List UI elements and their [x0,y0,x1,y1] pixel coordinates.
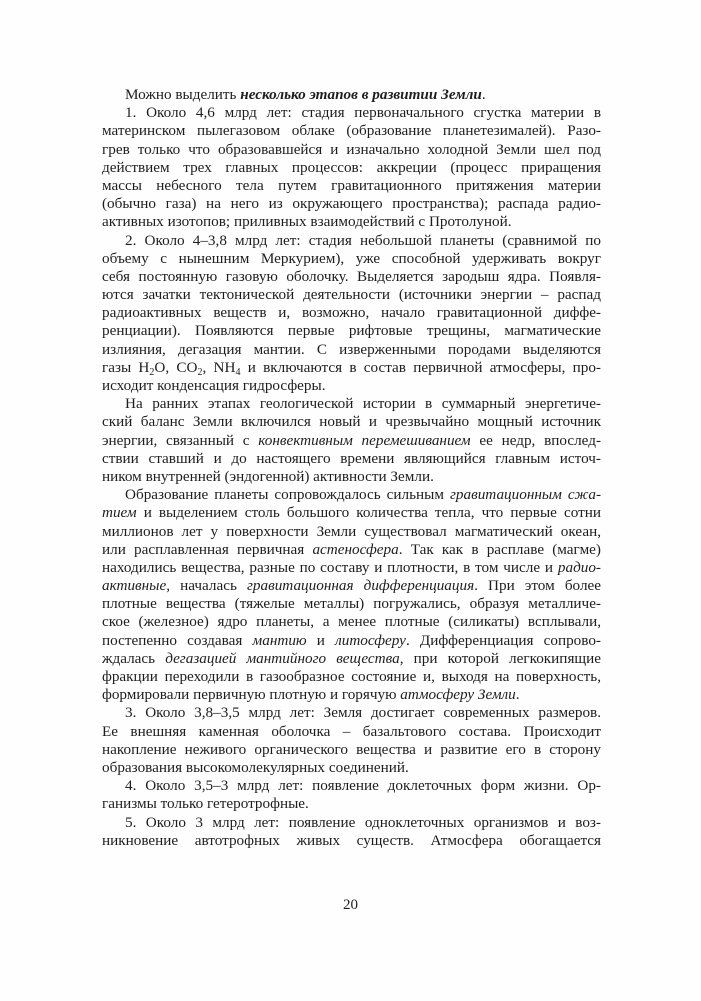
text-line [102,395,601,413]
text-segment: ганизмы только гетеротрофные. [102,795,309,813]
text-line [102,141,601,159]
text-segment: 1. Около 4,6 млрд лет: стадия первоначального сгустка материи в [125,104,601,122]
text-segment: или расплавленная первичная [102,540,313,558]
text-line [102,341,601,359]
text-segment: ренциации). Появляются первые рифтовые трещины, магматические [102,322,601,340]
text-line [102,322,601,340]
text-line [102,486,601,504]
text-segment: . При этом более [474,577,601,595]
text-line [102,377,601,395]
text-line [102,468,601,486]
text-line [102,195,601,213]
text-line [102,450,601,468]
text-segment: . [515,686,520,704]
text-segment: миллионов лет у поверхности Земли существовал магматический океан, [102,522,601,540]
text-segment: На ранних этапах геологической истории в суммарный энергетиче- [125,395,601,413]
text-line [102,559,601,577]
text-line [102,250,601,268]
text-line [102,577,601,595]
text-segment: . Дифференциация сопрово- [405,631,601,649]
text-segment: O, CO [154,358,198,376]
text-segment: ствии ставший и до настоящего времени являющийся главным источ- [102,449,601,467]
subscript: 2 [149,366,155,378]
text-line [102,723,601,741]
text-segment: образования высокомолекулярных соединений. [102,758,409,776]
text-segment: 2. Около 4–3,8 млрд лет: стадия небольшой планеты (сравнимой по [125,231,601,249]
text-segment: и [306,631,336,649]
text-line [102,613,601,631]
emphasis-text: тием [102,504,137,522]
text-segment: 5. Около 3 млрд лет: появление одноклеточных организмов и воз- [125,813,601,831]
text-line [102,304,601,322]
text-segment: фракции переходили в газообразное состояние и, выходя на поверхность, [102,668,601,685]
text-segment: , началась [166,577,247,595]
text-segment: никновение автотрофных живых существ. Атмосфера обогащается [102,831,601,849]
text-segment: объему с нынешним Меркурием), уже способной удерживать вокруг [102,249,601,267]
text-line [102,232,601,250]
text-segment: излияния, дегазация мантии. С изверженными породами выделяются [102,340,601,358]
emphasis-text: литосферу [335,631,406,649]
text-segment: Ее внешняя каменная оболочка – базальтового состава. Происходит [102,722,601,740]
text-segment: (обычно газа) на него из окружающего пространства); распада радио- [102,195,601,213]
text-segment: радиоактивных веществ и, возможно, начало гравитационной диффе- [102,304,601,322]
text-segment: ский баланс Земли включился новый и чрезвычайно мощный источник [102,413,601,431]
text-line [102,650,601,668]
text-line [102,741,601,759]
text-line [102,795,601,813]
emphasis-text: дегазацией мантийного вещества [165,649,400,667]
text-segment: , NH [202,358,236,376]
text-line [102,704,601,722]
text-segment: 4. Около 3,5–3 млрд лет: появление доклеточных форм жизни. Ор- [125,777,601,795]
text-line [102,541,601,559]
text-segment: ются зачатки тектонической деятельности (источники энергии – распад [102,286,601,304]
text-segment: материнском пылегазовом облаке (образование планетезималей). Разо- [102,122,601,140]
text-line [102,668,601,686]
subscript: 4 [235,366,241,378]
text-segment: и выделением столь большого количества тепла, что первые сотни [136,504,601,522]
text-line [102,286,601,304]
body-text [102,86,601,850]
text-line [102,777,601,795]
text-segment: газы H [102,358,150,376]
text-segment: ее недр, впослед- [470,431,602,449]
text-line [102,413,601,431]
emphasis-text: несколько этапов в развитии Земли [240,86,482,103]
text-segment: 3. Около 3,8–3,5 млрд лет: Земля достигает современных размеров. [125,704,601,722]
text-line [102,686,601,704]
text-line [102,104,601,122]
text-segment: себя постоянную газовую оболочку. Выделяется зародыш ядра. Появля- [102,267,601,285]
emphasis-text: гравитационным сжа- [450,486,601,504]
text-segment: ское (железное) ядро планеты, а менее плотные (силикаты) всплывали, [102,613,601,631]
text-segment: исходит конденсация гидросферы. [102,377,326,394]
text-segment: плотные вещества (тяжелые металлы) погружались, образуя металличе- [102,595,601,613]
text-line [102,814,601,832]
emphasis-text: радио- [557,558,601,576]
text-line [102,432,601,450]
emphasis-text: конвективным перемешиванием [258,431,471,449]
text-segment: находились вещества, разные по составу и плотности, в том числе и [102,558,558,576]
text-segment: Образование планеты сопровождалось сильным [125,486,450,504]
text-segment: Можно выделить [125,86,241,103]
text-line [102,122,601,140]
text-segment: постепенно создавая [102,631,253,649]
text-line [102,523,601,541]
subscript: 2 [197,366,203,378]
text-segment: и включаются в состав первичной атмосферы, про- [240,358,601,376]
text-segment: . [481,86,486,103]
emphasis-text: мантию [252,631,307,649]
text-segment: . Так как в расплаве (магме) [398,540,601,558]
page-number: 20 [343,897,358,913]
text-line [102,759,601,777]
text-segment: ником внутренней (эндогенной) активности Земли. [102,467,434,485]
emphasis-text: гравитационная дифференциация [247,577,475,595]
text-line [102,268,601,286]
emphasis-text: астеносфера [312,540,399,558]
text-segment: действием трех главных процессов: аккреции (процесс приращения [102,158,601,176]
text-segment: активных изотопов; приливных взаимодействий с Протолуной. [102,213,512,231]
text-segment: энергии, связанный с [102,431,259,449]
text-segment: массы небесного тела путем гравитационного притяжения материи [102,176,601,194]
emphasis-text: активные [102,577,167,595]
text-line [102,359,601,377]
text-segment: , при которой легкокипящие [399,649,601,667]
text-segment: грев только что образовавшейся и изначально холодной Земли шел под [102,140,601,158]
text-line [102,177,601,195]
text-segment: ждалась [102,649,166,667]
text-line [102,595,601,613]
text-line [102,504,601,522]
text-line [102,832,601,850]
text-segment: накопление неживого органического вещества и развитие его в сторону [102,740,601,758]
text-line [102,86,601,104]
emphasis-text: атмосферу Земли [400,686,516,704]
text-line [102,632,601,650]
text-line [102,213,601,231]
text-line [102,159,601,177]
text-segment: формировали первичную плотную и горячую [102,686,401,704]
